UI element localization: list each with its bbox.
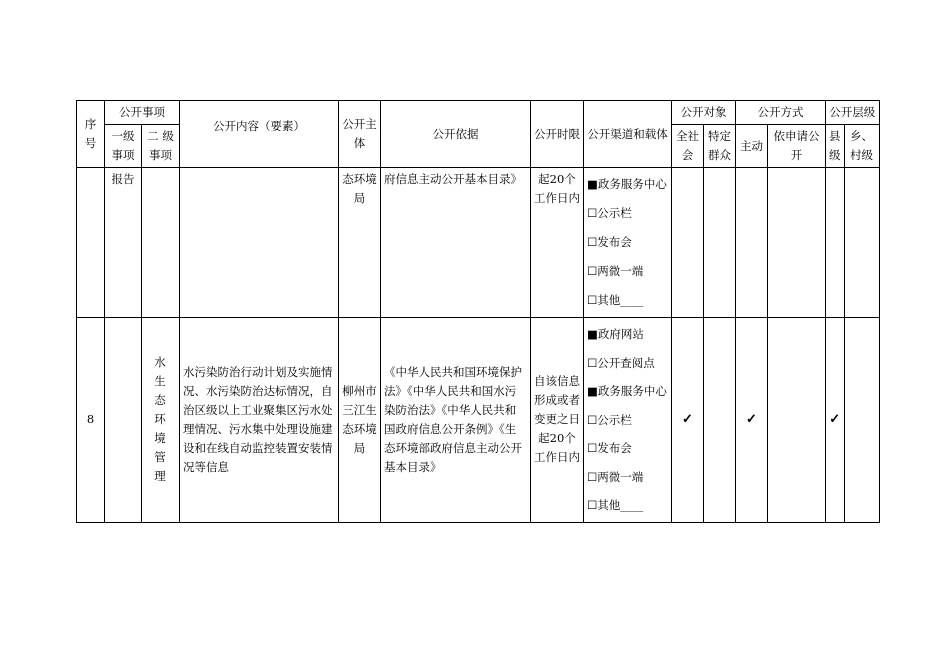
channel-item: ☐公示栏 xyxy=(587,206,632,220)
row-mode-active-check: ✓ xyxy=(736,318,768,523)
header-target-all: 全社会 xyxy=(672,125,704,168)
row-subject: 柳州市三江生态环境局 xyxy=(339,318,381,523)
channel-item: ☐两微一端 xyxy=(587,264,644,278)
row-target-all-check: ✓ xyxy=(672,318,704,523)
row-subject: 态环境局 xyxy=(339,168,381,318)
row-seq: 8 xyxy=(77,318,105,523)
header-level-township: 乡、村级 xyxy=(844,125,879,168)
header-level-county: 县级 xyxy=(826,125,845,168)
row-level-township xyxy=(844,168,879,318)
row-level2 xyxy=(142,168,180,318)
row-time-limit: 起20个工作日内 xyxy=(531,168,584,318)
row-target-all xyxy=(672,168,704,318)
channel-item: ■政府网站 xyxy=(587,327,644,341)
header-level1: 一级事项 xyxy=(105,125,142,168)
row-content xyxy=(180,168,339,318)
channel-item: ☐两微一端 xyxy=(587,469,644,484)
row-target-specific xyxy=(704,168,736,318)
channel-item: ☐发布会 xyxy=(587,441,632,455)
header-mode-group: 公开方式 xyxy=(736,101,826,125)
header-level-group: 公开层级 xyxy=(826,101,880,125)
header-item-group: 公开事项 xyxy=(105,101,180,125)
table-row xyxy=(77,318,880,523)
row-level1 xyxy=(105,318,142,523)
row-level2: 水生态环境管理 xyxy=(142,318,180,523)
header-target-specific: 特定群众 xyxy=(704,125,736,168)
row-channels xyxy=(584,168,672,318)
header-time-limit: 公开时限 xyxy=(531,101,584,168)
channel-item: ■政务服务中心 xyxy=(587,384,667,398)
row-channels xyxy=(584,318,672,523)
row-mode-active xyxy=(736,168,768,318)
channel-item: ☐公开查阅点 xyxy=(587,355,655,370)
header-basis: 公开依据 xyxy=(381,101,531,168)
row-seq xyxy=(77,168,105,318)
row-content: 水污染防治行动计划及实施情况、水污染防治达标情况，自治区级以上工业聚集区污水处理情况、污水集中处理设施建设和在线自动监控装置安装情况等信息 xyxy=(180,318,339,523)
header-level2: 二 级事项 xyxy=(142,125,180,168)
row-basis: 府信息主动公开基本目录》 xyxy=(381,168,531,318)
header-row-1 xyxy=(77,101,880,125)
row-time-limit: 自该信息形成或者变更之日起20个工作日内 xyxy=(531,318,584,523)
channel-item: ☐公示栏 xyxy=(587,412,632,427)
channel-item: ☐其他____ xyxy=(587,293,644,307)
header-mode-active: 主动 xyxy=(736,125,768,168)
row-mode-apply xyxy=(768,168,826,318)
header-content: 公开内容（要素） xyxy=(180,101,339,168)
header-target-group: 公开对象 xyxy=(672,101,736,125)
channel-item: ■政务服务中心 xyxy=(587,177,667,191)
row-target-specific xyxy=(704,318,736,523)
row-basis: 《中华人民共和国环境保护法》《中华人民共和国水污染防治法》《中华人民共和国政府信息公开条例》《生态环境部政府信息主动公开基本目录》 xyxy=(381,318,531,523)
disclosure-table xyxy=(76,100,880,523)
row-mode-apply xyxy=(768,318,826,523)
header-channel: 公开渠道和载体 xyxy=(584,101,672,168)
channel-item: ☐其他____ xyxy=(587,498,644,512)
row-level-county xyxy=(826,168,845,318)
row-level1: 报告 xyxy=(105,168,142,318)
header-mode-apply: 依申请公开 xyxy=(768,125,826,168)
header-subject: 公开主体 xyxy=(339,101,381,168)
header-seq: 序号 xyxy=(77,101,105,168)
row-level-county-check: ✓ xyxy=(826,318,845,523)
row-level-township xyxy=(844,318,879,523)
table-row xyxy=(77,168,880,318)
channel-item: ☐发布会 xyxy=(587,235,632,249)
